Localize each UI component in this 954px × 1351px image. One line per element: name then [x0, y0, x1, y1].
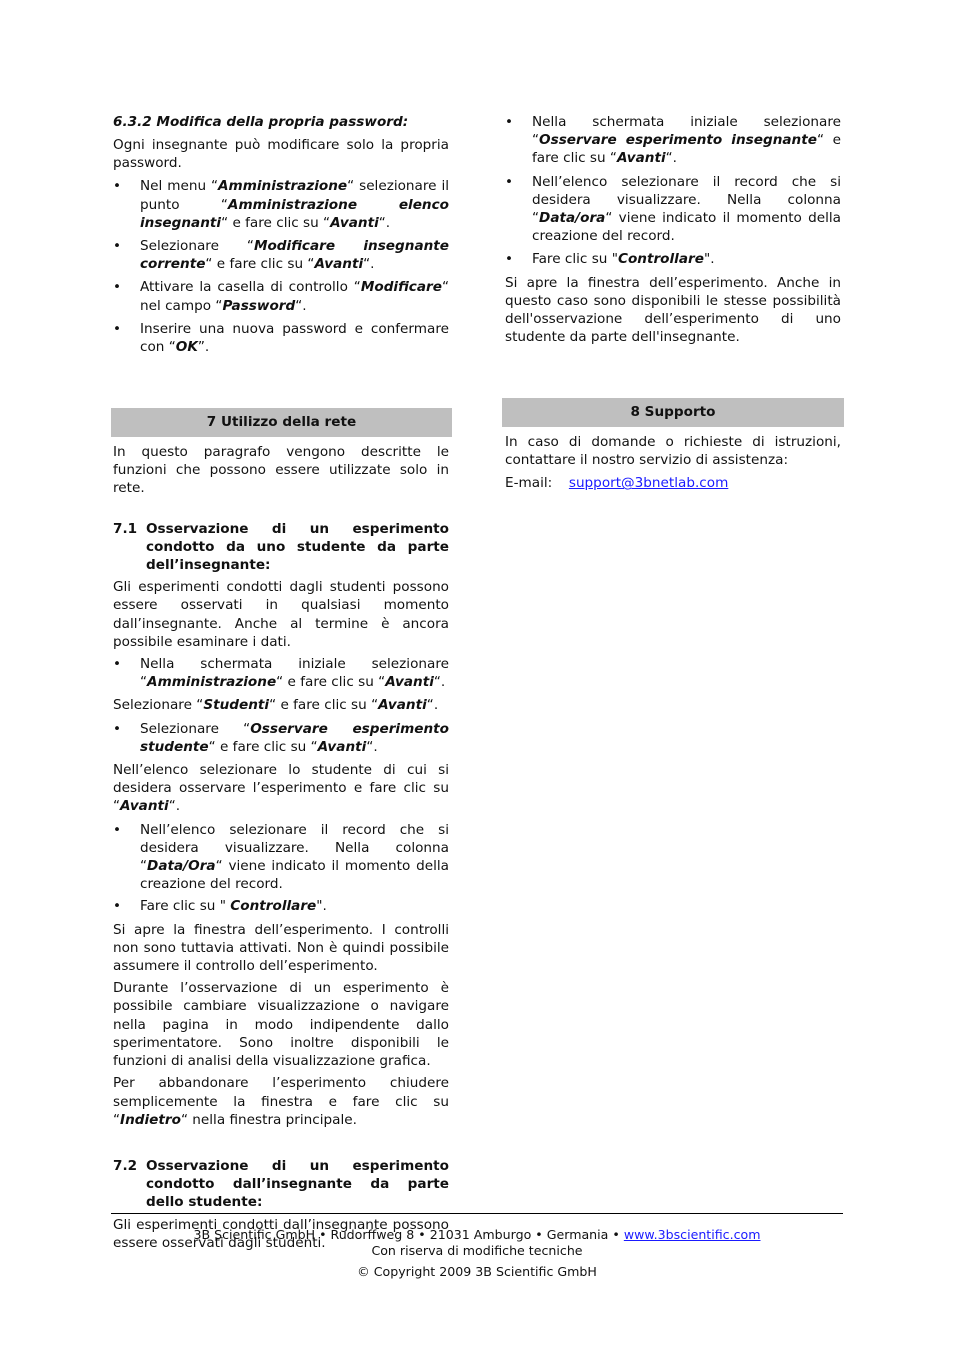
bullet-icon: • [505, 251, 514, 268]
list-item: • Inserire una nuova password e confermare con “OK”. [113, 320, 449, 356]
list-item: • Selezionare “Osservare esperimento studente“ e fare clic su “Avanti“. [113, 720, 449, 755]
paragraph: Nell’elenco selezionare lo studente di cui si desidera osservare l’esperimento e fare clic su “Avanti“. [113, 762, 449, 815]
email-line [505, 474, 841, 492]
paragraph-support: In caso di domande o richieste di istruzioni, contattare il nostro servizio di assistenza: [505, 434, 841, 469]
bullet-list-password [113, 177, 449, 356]
support-email-link[interactable]: support@3bnetlab.com [568, 475, 729, 492]
bullet-list [113, 821, 449, 916]
footer-copyright: © Copyright 2009 3B Scientific GmbH [357, 1264, 597, 1279]
bullet-icon: • [113, 279, 122, 296]
right-column [505, 113, 841, 346]
list-item: • Fare clic su "Controllare". [505, 251, 715, 268]
bullet-list [113, 720, 449, 756]
bullet-icon: • [113, 720, 122, 737]
bullet-icon: • [113, 821, 122, 838]
bullet-icon: • [113, 178, 122, 195]
paragraph: Gli esperimenti condotti dall’insegnante possono essere osservati dagli studenti. [113, 1216, 449, 1251]
list-item: • Nella schermata iniziale selezionare “Osservare esperimento insegnante“ e fare clic su “Avanti“. [505, 114, 841, 167]
paragraph: Selezionare “Studenti“ e fare clic su “Avanti“. [113, 697, 439, 714]
bullet-icon: • [113, 238, 122, 255]
section-8-header: 8 Supporto [502, 398, 844, 427]
paragraph: Durante l’osservazione di un esperimento è possibile cambiare visualizzazione o navigare nella pagina in modo indipendente dallo sperimentatore. Sono inoltre disponibili le funzioni di analisi della visualizzazione grafica. [113, 980, 449, 1070]
left-column [113, 113, 449, 356]
heading-6-3-2: 6.3.2 Modifica della propria password: [113, 114, 409, 130]
footer-address: 3B Scientific GmbH • Rudorffweg 8 • 21031 Amburgo • Germania • www.3bscientific.com [193, 1227, 761, 1242]
section-8-body [505, 433, 841, 493]
section-7-header: 7 Utilizzo della rete [111, 408, 452, 437]
paragraph: Per abbandonare l’esperimento chiudere semplicemente la finestra e fare clic su “Indietro“ nella finestra principale. [113, 1075, 449, 1128]
heading-7-2: 7.2 Osservazione di un esperimento condotto dall’insegnante da parte dello studente: [113, 1157, 449, 1211]
bullet-icon: • [505, 173, 514, 190]
list-item: • Fare clic su " Controllare". [113, 898, 327, 915]
bullet-icon: • [113, 656, 122, 673]
list-item: • Nell’elenco selezionare il record che si desidera visualizzare. Nella colonna “Data/ora“ viene indicato il momento della creazione del record. [505, 173, 841, 245]
list-item: • Nel menu “Amministrazione“ selezionare il punto “Amministrazione elenco insegnanti“ e fare clic su “Avanti“. [113, 178, 449, 231]
list-item: • Nell’elenco selezionare il record che si desidera visualizzare. Nella colonna “Data/Ora“ viene indicato il momento della creazione del record. [113, 821, 449, 893]
section-7-body [113, 443, 449, 1252]
website-link[interactable]: www.3bscientific.com [623, 1227, 761, 1242]
list-item: • Nella schermata iniziale selezionare “Amministrazione“ e fare clic su “Avanti“. [113, 656, 449, 691]
paragraph: Gli esperimenti condotti dagli studenti possono essere osservati in qualsiasi momento dall’insegnante. Anche al termine è ancora possibile esaminare i dati. [113, 579, 449, 650]
footer-notice: Con riserva di modifiche tecniche [371, 1243, 583, 1258]
paragraph-password-intro: Ogni insegnante può modificare solo la propria password. [113, 137, 449, 172]
bullet-list [505, 113, 841, 269]
paragraph-section-7-intro: In questo paragrafo vengono descritte le funzioni che possono essere utilizzate solo in rete. [113, 444, 449, 497]
heading-7-1: 7.1 Osservazione di un esperimento condotto da uno studente da parte dell’insegnante: [113, 520, 449, 574]
bullet-icon: • [113, 320, 122, 337]
email-label: E-mail: [505, 475, 553, 492]
paragraph: Si apre la finestra dell’esperimento. Anche in questo caso sono disponibili le stesse possibilità dell'osservazione dell’esperimento di uno studente da parte dell'insegnante. [505, 274, 841, 346]
footer-divider [111, 1213, 843, 1214]
bullet-list [113, 655, 449, 691]
paragraph: Si apre la finestra dell’esperimento. I controlli non sono tuttavia attivati. Non è quindi possibile assumere il controllo dell’esperimento. [113, 921, 449, 975]
bullet-icon: • [505, 114, 514, 130]
list-item: • Selezionare “Modificare insegnante corrente“ e fare clic su “Avanti“. [113, 238, 450, 273]
list-item: • Attivare la casella di controllo “Modificare“ nel campo “Password“. [113, 279, 449, 314]
bullet-icon: • [113, 898, 122, 915]
